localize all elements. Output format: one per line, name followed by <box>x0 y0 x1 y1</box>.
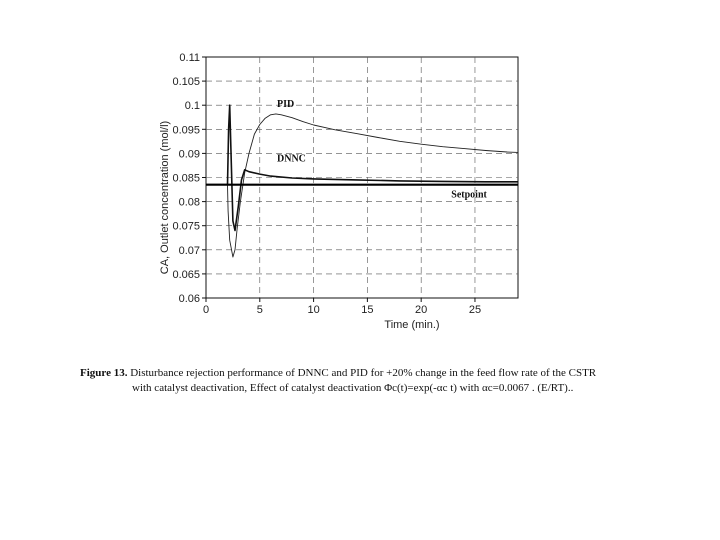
y-tick-label: 0.095 <box>172 124 200 137</box>
series-label-setpoint: Setpoint <box>451 189 487 201</box>
y-tick-label: 0.1 <box>184 100 200 113</box>
x-tick-label: 5 <box>256 304 263 316</box>
series-line-dnnc <box>206 105 518 230</box>
figure-caption <box>80 366 680 396</box>
y-tick-label: 0.07 <box>178 244 200 257</box>
caption-line-1: Disturbance rejection performance of DNNC and PID for +20% change in the feed flow rate of the CSTR <box>130 367 597 379</box>
x-tick-label: 20 <box>415 304 428 316</box>
x-tick-label: 0 <box>202 304 210 316</box>
y-tick-label: 0.11 <box>179 52 200 64</box>
x-axis-title: Time (min.) <box>384 319 440 331</box>
y-tick-label: 0.08 <box>178 196 200 209</box>
y-axis-title: CA, Outlet concentration (mol/l) <box>159 120 171 275</box>
series-label-pid: PID <box>277 99 295 111</box>
series <box>206 105 518 257</box>
y-tick-label: 0.09 <box>178 148 200 161</box>
x-tick-label: 10 <box>307 304 320 316</box>
y-tick-label: 0.065 <box>172 268 200 281</box>
caption-lead: Figure 13. <box>80 367 128 379</box>
x-tick-label: 25 <box>468 304 482 316</box>
y-tick-label: 0.085 <box>172 172 200 185</box>
x-tick-label: 15 <box>361 304 374 316</box>
y-tick-label: 0.075 <box>172 220 200 233</box>
y-tick-label: 0.06 <box>178 293 200 305</box>
series-label-dnnc: DNNC <box>277 153 306 165</box>
y-tick-label: 0.105 <box>172 76 200 89</box>
grid <box>206 57 518 298</box>
caption-line-2: with catalyst deactivation, Effect of catalyst deactivation Φc(t)=exp(-αc t) with αc=0.0067 . (E/RT).. <box>132 382 574 394</box>
